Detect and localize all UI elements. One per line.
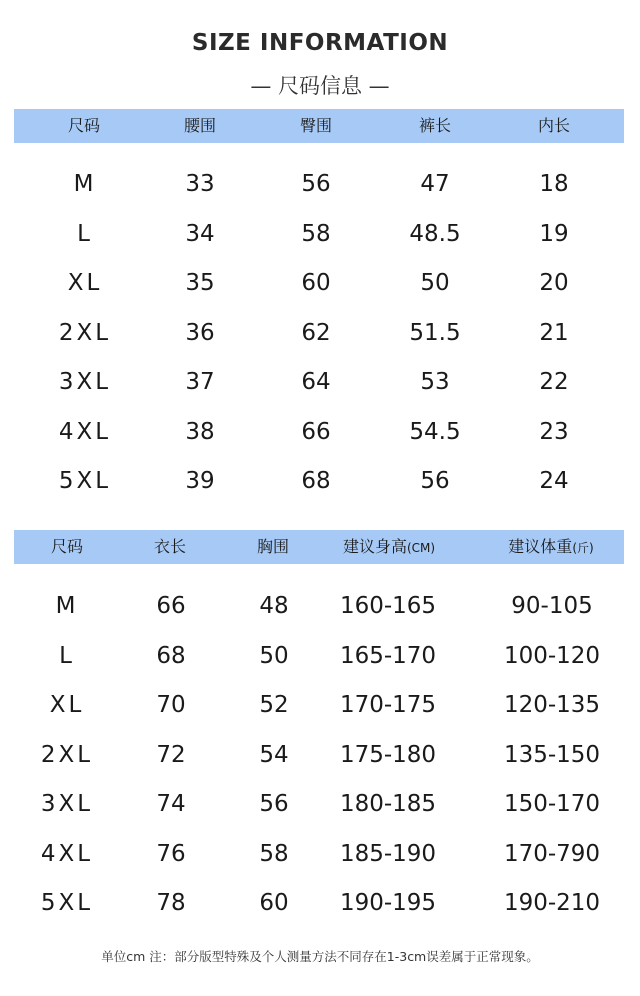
value-cell: 100-120 [503, 642, 601, 669]
table1-header-cell: 腰围 [183, 116, 217, 135]
header-unit: (CM) [406, 541, 436, 555]
value-cell: 190-195 [339, 890, 437, 916]
value-cell: 20 [539, 270, 569, 296]
value-cell: 47 [420, 171, 450, 197]
footnote: 单位cm 注：部分版型特殊及个人测量方法不同存在1-3cm误差属于正常现象。 [101, 949, 539, 964]
value-cell: 56 [301, 171, 331, 197]
size-cell: XL [49, 692, 85, 718]
value-cell: 23 [539, 418, 569, 445]
value-cell: 24 [539, 468, 569, 494]
table1-header-cell: 裤长 [418, 116, 452, 135]
table2-header-cell-height [343, 530, 435, 565]
value-cell: 62 [301, 319, 331, 346]
value-cell: 50 [259, 642, 289, 669]
value-cell: 76 [156, 840, 186, 867]
value-cell: 68 [301, 468, 331, 494]
table-row [0, 408, 640, 458]
page-subtitle: — 尺码信息 — [250, 74, 390, 98]
table2-header-cell: 衣长 [153, 537, 187, 556]
page-title: SIZE INFORMATION [191, 30, 449, 56]
value-cell: 66 [156, 593, 186, 619]
header-unit: (斤) [572, 541, 594, 555]
table-row [0, 681, 640, 731]
value-cell: 74 [156, 791, 186, 817]
value-cell: 64 [301, 369, 331, 395]
size-cell: 3XL [58, 369, 112, 395]
table-row [0, 830, 640, 880]
value-cell: 60 [259, 890, 289, 916]
value-cell: 18 [539, 171, 569, 197]
table1-header-cell: 臀围 [299, 116, 333, 135]
value-cell: 48.5 [409, 220, 461, 247]
size-cell: 4XL [40, 840, 94, 867]
table-row [0, 632, 640, 682]
size-cell: 5XL [58, 468, 112, 494]
value-cell: 72 [156, 741, 186, 768]
table-row [0, 457, 640, 507]
value-cell: 70 [156, 692, 186, 718]
value-cell: 165-170 [339, 642, 437, 669]
table1-header [14, 109, 624, 143]
size-cell: L [59, 642, 75, 669]
value-cell: 170-790 [503, 840, 601, 867]
value-cell: 52 [259, 692, 289, 718]
size-cell: 4XL [58, 418, 112, 445]
value-cell: 38 [185, 418, 215, 445]
value-cell: 35 [185, 270, 215, 296]
value-cell: 170-175 [339, 692, 437, 718]
table-row [0, 358, 640, 408]
value-cell: 21 [539, 319, 569, 346]
size-cell: 2XL [58, 319, 112, 346]
value-cell: 36 [185, 319, 215, 346]
value-cell: 66 [301, 418, 331, 445]
value-cell: 185-190 [339, 840, 437, 867]
value-cell: 37 [185, 369, 215, 395]
size-cell: M [55, 593, 79, 619]
table1-header-cell: 内长 [537, 116, 571, 135]
table1-body [0, 160, 640, 506]
value-cell: 33 [185, 171, 215, 197]
value-cell: 51.5 [409, 319, 461, 346]
size-cell: 5XL [40, 890, 94, 916]
value-cell: 34 [185, 220, 215, 247]
table2-header-cell-weight [508, 530, 593, 565]
table1-header-cell: 尺码 [67, 116, 101, 135]
value-cell: 39 [185, 468, 215, 494]
value-cell: 78 [156, 890, 186, 916]
value-cell: 58 [259, 840, 289, 867]
value-cell: 120-135 [503, 692, 601, 718]
table-row [0, 309, 640, 359]
value-cell: 175-180 [339, 741, 437, 768]
table-row [0, 582, 640, 632]
value-cell: 58 [301, 220, 331, 247]
table-row [0, 731, 640, 781]
header-label: 建议体重 [508, 537, 573, 556]
table2-body [0, 582, 640, 928]
value-cell: 50 [420, 270, 450, 296]
value-cell: 56 [420, 468, 450, 494]
value-cell: 90-105 [511, 593, 593, 619]
value-cell: 150-170 [503, 791, 601, 817]
table-row [0, 879, 640, 929]
table-row [0, 780, 640, 830]
value-cell: 60 [301, 270, 331, 296]
value-cell: 68 [156, 642, 186, 669]
value-cell: 56 [259, 791, 289, 817]
size-cell: M [73, 171, 97, 197]
value-cell: 19 [539, 220, 569, 247]
size-cell: 2XL [40, 741, 94, 768]
value-cell: 54 [259, 741, 289, 768]
size-cell: L [77, 220, 93, 247]
value-cell: 53 [420, 369, 450, 395]
size-cell: 3XL [40, 791, 94, 817]
value-cell: 135-150 [503, 741, 601, 768]
value-cell: 190-210 [503, 890, 601, 916]
table2-header-cell: 尺码 [50, 537, 84, 556]
table-row [0, 160, 640, 210]
table-row [0, 210, 640, 260]
value-cell: 22 [539, 369, 569, 395]
value-cell: 180-185 [339, 791, 437, 817]
header-label: 建议身高 [342, 537, 407, 556]
value-cell: 48 [259, 593, 289, 619]
value-cell: 54.5 [409, 418, 461, 445]
table2-header-cell: 胸围 [256, 537, 290, 556]
size-cell: XL [67, 270, 103, 296]
table2-header [14, 530, 624, 564]
value-cell: 160-165 [339, 593, 437, 619]
table-row [0, 259, 640, 309]
